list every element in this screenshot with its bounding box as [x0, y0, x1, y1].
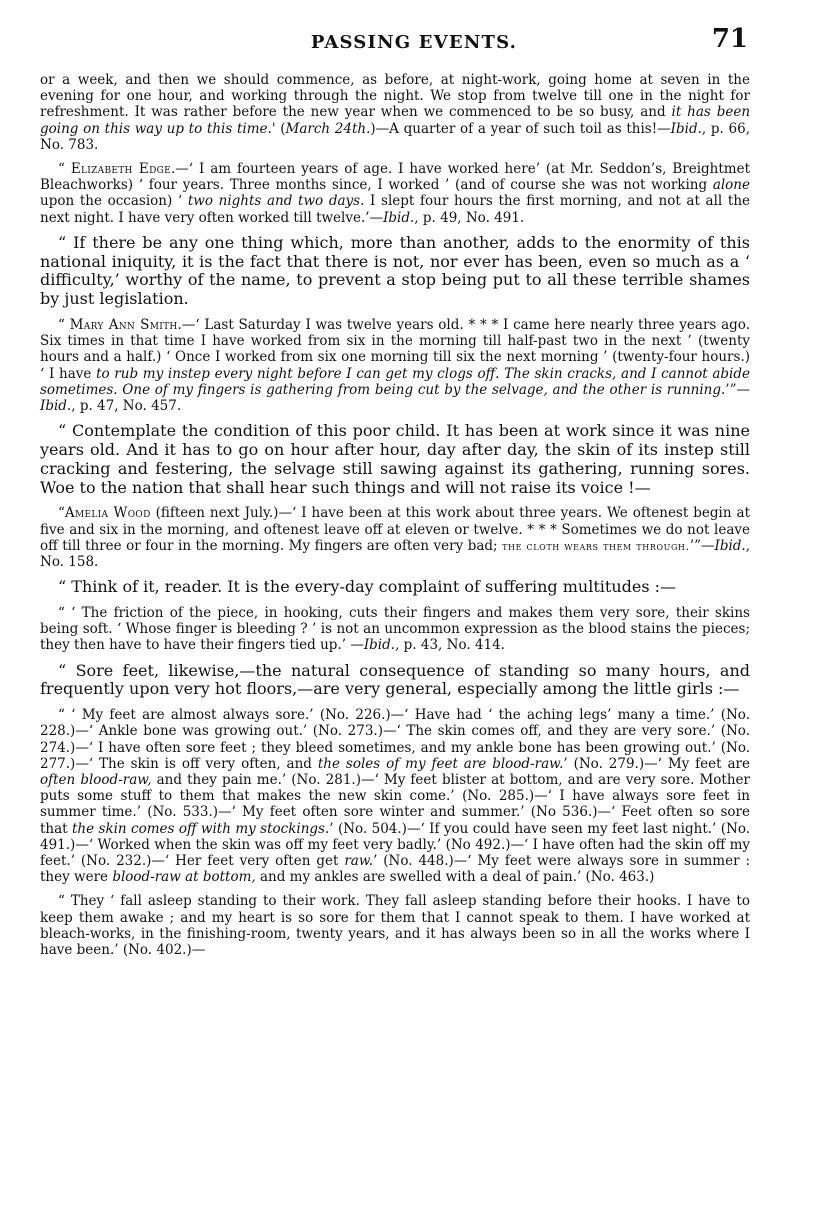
quote-mary-ann-smith: “ Mary Ann Smith.—‘ Last Saturday I was twelve years old. * * * I came here nearly three years ago. Six times in that time I have worked from six in the morning till half-past two in the next ’ (twenty hours and a half.) ‘ Once I worked from six one morning till six the next morning ’ (twenty-four hours.) ‘ I have to rub my instep every night before I can get my clogs off. The skin cracks, and I cannot abide sometimes. One of my fingers is gathering from being cut by the selvage, and the other is running.’”—Ibid., p. 47, No. 457. — [40, 317, 750, 415]
quote-fall-asleep: “ They ‘ fall asleep standing to their work. They fall asleep standing before their hooks. I have to keep them awake ; and my heart is so sore for them that I cannot speak to them. I have worked at bleach-works, in the finishing-room, twenty years, and it has always been so in all the works where I have been.’ (No. 402.)— — [40, 893, 750, 959]
page-number: 71 — [711, 24, 748, 54]
quote-feet-testimonies: “ ‘ My feet are almost always sore.’ (No. 226.)—‘ Have had ‘ the aching legs’ many a time.’ (No. 228.)—‘ Ankle bone was growing out.’ (No. 273.)—‘ The skin comes off, and they are very sore.’ (No. 274.)—‘ I have often sore feet ; they bleed sometimes, and my ankle bone has been growing out.’ (No. 277.)—‘ The skin is off very often, and the soles of my feet are blood-raw.’ (No. 279.)—‘ My feet are often blood-raw, and they pain me.’ (No. 281.)—‘ My feet blister at bottom, and are very sore. Mother puts some stuff to them that makes the new skin come.’ (No. 285.)—‘ I have always sore feet in summer time.’ (No. 533.)—‘ My feet often sore winter and summer.’ (No 536.)—‘ Feet often so sore that the skin comes off with my stockings.’ (No. 504.)—‘ If you could have seen my feet last night.’ (No. 491.)—‘ Worked when the skin was off my feet very badly.’ (No 492.)—‘ I have often had the skin off my feet.’ (No. 232.)—‘ Her feet very often get raw.’ (No. 448.)—‘ My feet were always sore in summer : they were blood-raw at bottom, and my ankles are swelled with a deal of pain.’ (No. 463.) — [40, 707, 751, 886]
quote-elizabeth-edge: “ Elizabeth Edge.—‘ I am fourteen years of age. I have worked here’ (at Mr. Seddon’s, Breightmet Bleachworks) ‘ four years. Three months since, I worked ’ (and of course she was not working alone upon the occasion) ‘ two nights and two days. I slept four hours the first morning, and not at all the next night. I have very often worked till twelve.’—Ibid., p. 49, No. 491. — [40, 161, 751, 226]
commentary-sore-feet: “ Sore feet, likewise,—the natural consequence of standing so many hours, and frequently upon very hot floors,—are very general, especially among the little girls :— — [40, 660, 750, 699]
commentary-poor-child: “ Contemplate the condition of this poor child. It has been at work since it was nine years old. And it has to go on hour after hour, day after day, the skin of its instep still cracking and festering, the selvage still sawing against its gathering, running sores. Woe to the nation that shall hear such things and will not raise its voice !— — [40, 421, 750, 497]
commentary-national-iniquity: “ If there be any one thing which, more than another, adds to the enormity of this national iniquity, it is the fact that there is not, nor ever has been, even so much as a ‘ difficulty,’ worthy of the name, to prevent a stop being put to all these terrible shames by just legislation. — [40, 232, 750, 309]
quote-amelia-wood: “Amelia Wood (fifteen next July.)—‘ I have been at this work about three years. We oftenest begin at five and six in the morning, and oftenest leave off at eleven or twelve. * * * Sometimes we do not leave off till three or four in the morning. My fingers are often very bad; the cloth wears them through.’”—Ibid., No. 158. — [40, 505, 751, 571]
paragraph-continuation: or a week, and then we should commence, as before, at night-work, going home at seven in the evening for one hour, and working through the night. We stop from twelve till one in the night for refreshment. It was rather before the new year when we commenced to be so busy, and it has been going on this way up to this time.' (March 24th.)—A quarter of a year of such toil as this!—Ibid., p. 66, No. 783. — [40, 72, 751, 153]
running-title: PASSING EVENTS. — [310, 32, 518, 53]
article-body — [40, 72, 750, 966]
page-header — [0, 22, 828, 62]
commentary-think-of-it: “ Think of it, reader. It is the every-day complaint of suffering multitudes :— — [58, 577, 677, 597]
quote-friction-of-piece: “ ‘ The friction of the piece, in hooking, cuts their fingers and makes them very sore, their skins being soft. ‘ Whose finger is bleeding ? ’ is not an uncommon expression as the blood stains the pieces; they then have to have their fingers tied up.’ —Ibid., p. 43, No. 414. — [40, 605, 750, 654]
